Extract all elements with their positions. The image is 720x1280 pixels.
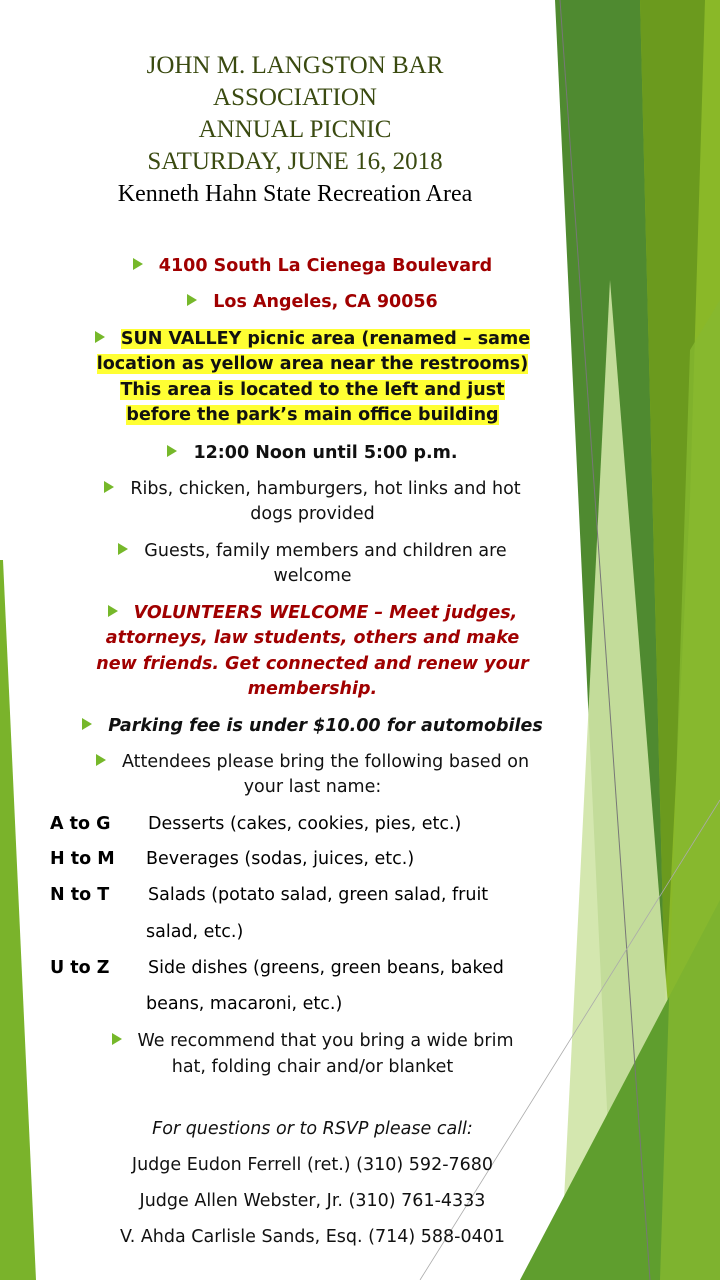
title-line: ANNUAL PICNIC <box>198 116 392 143</box>
venue: Kenneth Hahn State Recreation Area <box>117 181 473 207</box>
assignment-range: U to Z <box>50 958 110 978</box>
area-line: before the park’s main office building <box>126 405 499 425</box>
time: 12:00 Noon until 5:00 p.m. <box>40 441 585 466</box>
address: 4100 South La Cienega Boulevard <box>40 254 585 279</box>
assignment-item: beans, macaroni, etc.) <box>146 994 343 1014</box>
food: dogs provided <box>250 504 375 524</box>
triangle-right-icon <box>187 294 197 306</box>
assignment-item: Beverages (sodas, juices, etc.) <box>146 849 415 869</box>
recommend: hat, folding chair and/or blanket <box>171 1057 454 1077</box>
title-line: JOHN M. LANGSTON BAR <box>146 52 444 79</box>
area-line: This area is located to the left and just <box>120 380 505 400</box>
assignment-range: H to M <box>50 849 115 869</box>
triangle-right-icon <box>112 1033 122 1045</box>
city: Los Angeles, CA 90056 <box>40 290 585 315</box>
triangle-right-icon <box>108 605 118 617</box>
title-line: ASSOCIATION <box>213 84 377 111</box>
triangle-right-icon <box>95 331 105 343</box>
assignment-range: A to G <box>50 814 111 834</box>
assignment-range: N to T <box>50 885 110 905</box>
triangle-right-icon <box>96 754 106 766</box>
triangle-right-icon <box>167 445 177 457</box>
guests: Guests, family members and children are <box>40 539 585 564</box>
triangle-right-icon <box>104 481 114 493</box>
parking: Parking fee is under $10.00 for automobiles <box>40 714 585 739</box>
shape-left <box>0 560 36 1280</box>
assignment-item: salad, etc.) <box>146 922 244 942</box>
recommend: We recommend that you bring a wide brim <box>40 1029 585 1054</box>
volunteers: new friends. Get connected and renew your <box>96 654 529 674</box>
food: Ribs, chicken, hamburgers, hot links and hot <box>40 477 585 502</box>
assignment-item: Side dishes (greens, green beans, baked <box>148 958 504 978</box>
triangle-right-icon <box>82 718 92 730</box>
title-date: SATURDAY, JUNE 16, 2018 <box>147 148 443 175</box>
contact-heading: For questions or to RSVP please call: <box>152 1119 473 1139</box>
assignment-item: Salads (potato salad, green salad, fruit <box>148 885 489 905</box>
bring: your last name: <box>243 777 382 797</box>
triangle-right-icon <box>133 258 143 270</box>
contact-person: Judge Eudon Ferrell (ret.) (310) 592-7680 <box>131 1155 494 1175</box>
volunteers: attorneys, law students, others and make <box>105 628 520 648</box>
volunteers: VOLUNTEERS WELCOME – Meet judges, <box>40 601 585 626</box>
contact-person: V. Ahda Carlisle Sands, Esq. (714) 588-0401 <box>119 1227 506 1247</box>
guests: welcome <box>273 566 352 586</box>
assignment-item: Desserts (cakes, cookies, pies, etc.) <box>148 814 462 834</box>
area-line: location as yellow area near the restrooms) <box>96 354 529 374</box>
volunteers: membership. <box>247 679 378 699</box>
triangle-right-icon <box>118 543 128 555</box>
contact-person: Judge Allen Webster, Jr. (310) 761-4333 <box>139 1191 486 1211</box>
bring: Attendees please bring the following based on <box>40 750 585 775</box>
area-line: SUN VALLEY picnic area (renamed – same <box>40 327 585 352</box>
